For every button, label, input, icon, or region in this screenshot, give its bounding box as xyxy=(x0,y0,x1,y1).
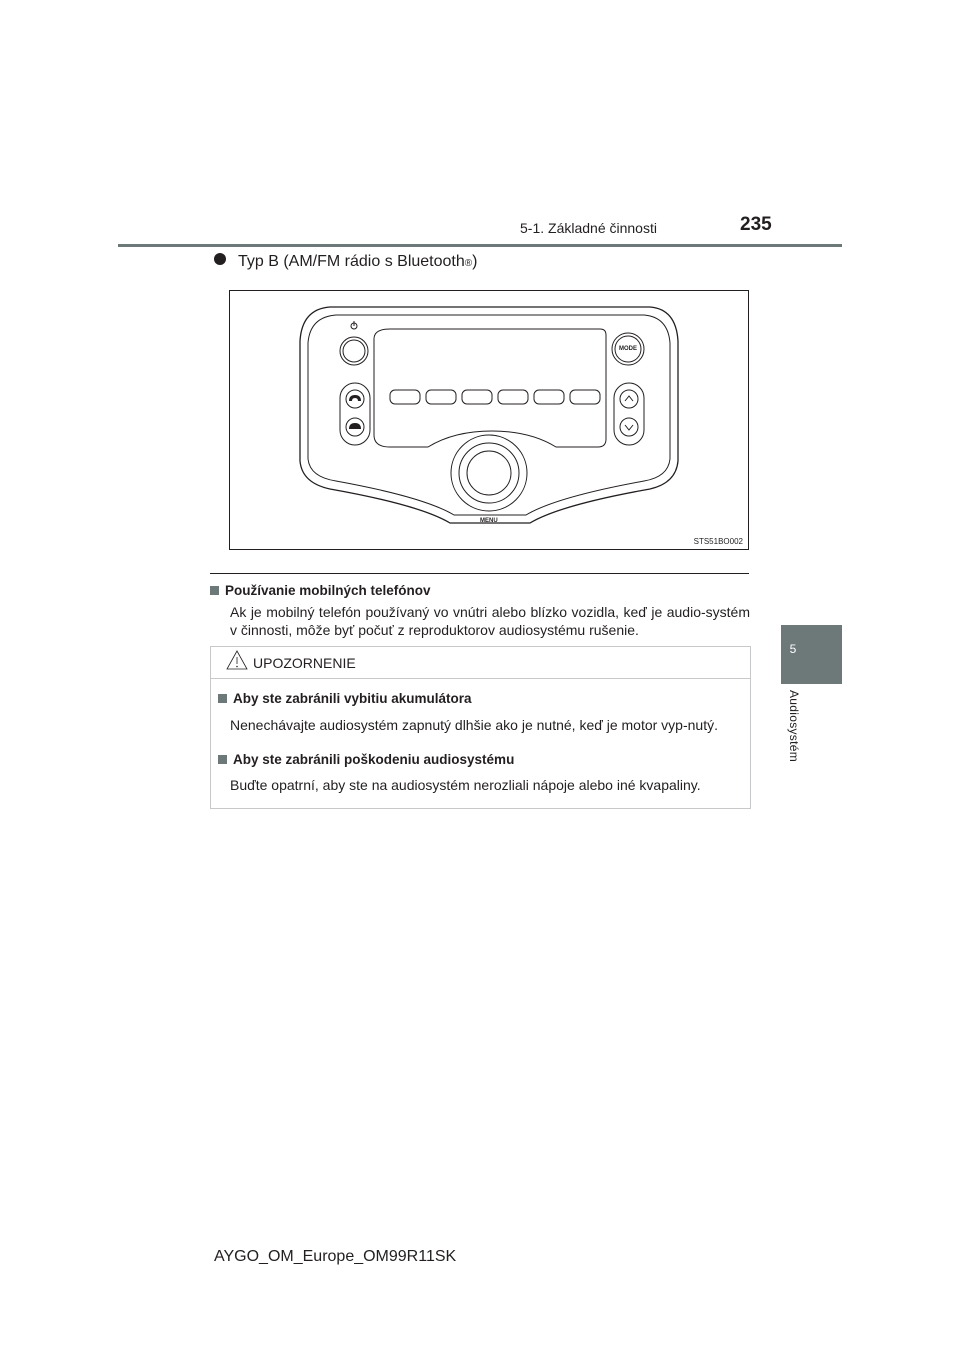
warning-item-text: Buďte opatrní, aby ste na audiosystém nerozliali nápoje alebo iné kvapaliny. xyxy=(230,777,701,793)
warning-title: UPOZORNENIE xyxy=(253,655,356,671)
figure-code: STS51BO002 xyxy=(693,537,743,546)
chapter-tab-label: Audiosystém xyxy=(787,690,801,762)
bullet-icon xyxy=(214,253,226,265)
page-number: 235 xyxy=(740,214,772,235)
figure-caption-text: Typ B (AM/FM rádio s Bluetooth xyxy=(238,253,465,270)
section-heading-text: Používanie mobilných telefónov xyxy=(225,583,431,598)
square-bullet-icon xyxy=(218,694,227,703)
menu-knob-label: MENU xyxy=(480,518,498,524)
figure-caption xyxy=(214,253,477,271)
warning-item-heading-text: Aby ste zabránili vybitiu akumulátora xyxy=(233,691,472,706)
header-section-title: 5-1. Základné činnosti xyxy=(520,220,657,236)
chapter-tab-number: 5 xyxy=(789,642,797,656)
warning-item-heading xyxy=(218,691,472,706)
square-bullet-icon xyxy=(210,586,219,595)
header-rule xyxy=(118,244,842,247)
audio-unit-illustration xyxy=(230,291,748,549)
warning-header-rule xyxy=(210,678,751,679)
warning-item-heading xyxy=(218,752,514,767)
warning-item-text: Nenechávajte audiosystém zapnutý dlhšie ako je nutné, keď je motor vyp-nutý. xyxy=(230,717,718,733)
warning-triangle-icon xyxy=(226,650,248,670)
section-heading xyxy=(210,583,431,598)
section-paragraph: Ak je mobilný telefón používaný vo vnútri alebo blízko vozidla, keď je audio-systém v činnosti, môže byť počuť z reproduktorov audiosystému rušenie. xyxy=(230,604,750,638)
figure-caption-close: ) xyxy=(472,253,478,270)
document-footer: AYGO_OM_Europe_OM99R11SK xyxy=(214,1248,457,1265)
square-bullet-icon xyxy=(218,755,227,764)
registered-mark: ® xyxy=(464,258,473,269)
audio-unit-figure xyxy=(229,290,749,550)
section-rule xyxy=(210,573,749,574)
mode-button-label: MODE xyxy=(619,346,637,352)
warning-item-heading-text: Aby ste zabránili poškodeniu audiosystému xyxy=(233,752,515,767)
